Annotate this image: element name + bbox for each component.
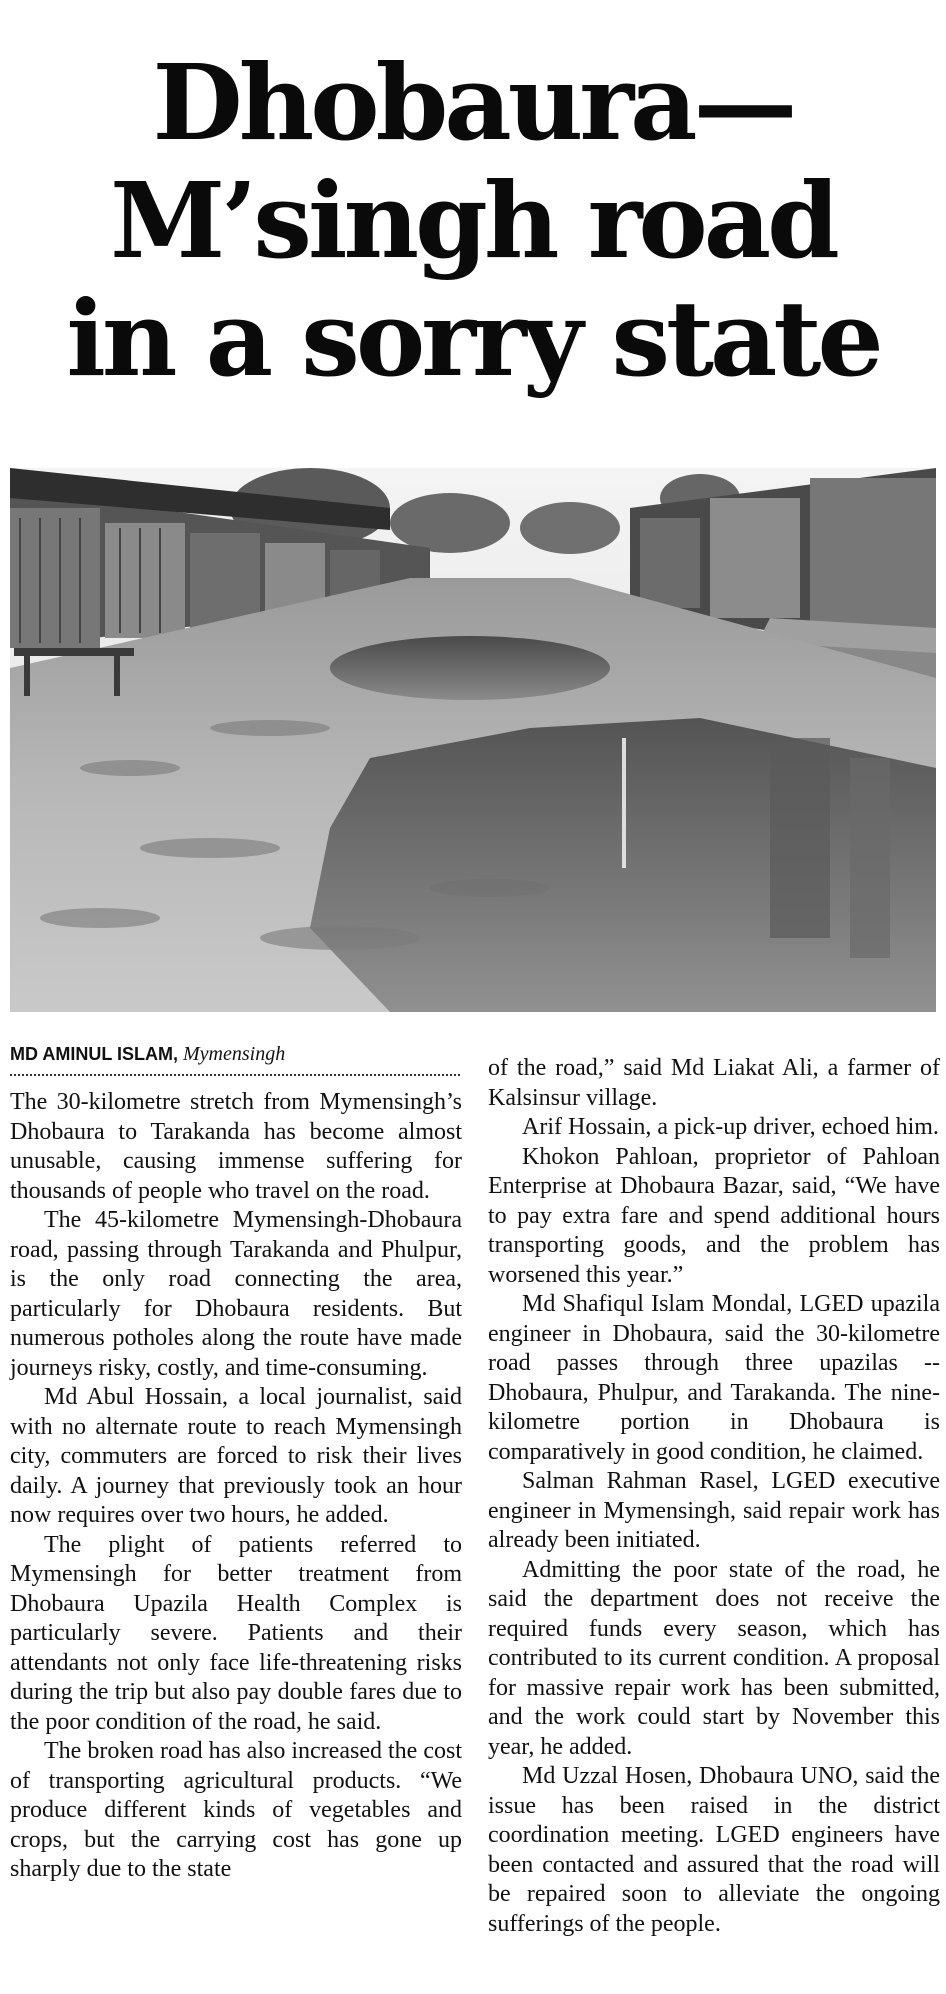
col2-paragraph: Khokon Pahloan, proprietor of Pahloan Enterprise at Dhobaura Bazar, said, “We have to pay extra fare and spend additional hours transporting goods, and the problem has worsened this year.”	[488, 1143, 940, 1288]
byline	[10, 1043, 460, 1066]
article-column-2	[488, 1054, 940, 1939]
headline-line-2: M’singh road	[110, 159, 836, 282]
col1-paragraph: The plight of patients referred to Mymensingh for better treatment from Dhobaura Upazila Health Complex is particularly severe. Patients and their attendants not only face life-threatening risks during the trip but also pay double fares due to the poor condition of the road, he said.	[10, 1531, 462, 1735]
byline-place: Mymensingh	[183, 1043, 286, 1065]
byline-divider	[10, 1074, 460, 1076]
col1-paragraph: The broken road has also increased the cost of transporting agricultural products. “We produce different kinds of vegetables and crops, but the carrying cost has gone up sharply due to the state	[10, 1738, 462, 1882]
col2-paragraph: Salman Rahman Rasel, LGED executive engineer in Mymensingh, said repair work has already been initiated.	[488, 1468, 940, 1553]
col1-paragraph: The 30-kilometre stretch from Mymensingh’s Dhobaura to Tarakanda has become almost unusable, causing immense suffering for thousands of people who travel on the road.	[10, 1089, 462, 1204]
col2-paragraph: Arif Hossain, a pick-up driver, echoed him.	[522, 1114, 939, 1140]
col2-paragraph: Md Shafiqul Islam Mondal, LGED upazila engineer in Dhobaura, said the 30-kilometre road passes through three upazilas -- Dhobaura, Phulpur, and Tarakanda. The nine-kilometre portion in Dhobaura is comparatively in good condition, he claimed.	[488, 1291, 940, 1465]
col1-paragraph: Md Abul Hossain, a local journalist, said with no alternate route to reach Mymensingh city, commuters are forced to risk their lives daily. A journey that previously took an hour now requires over two hours, he added.	[10, 1384, 462, 1528]
col1-paragraph: The 45-kilometre Mymensingh-Dhobaura road, passing through Tarakanda and Phulpur, is the only road connecting the area, particularly for Dhobaura residents. But numerous potholes along the route have made journeys risky, costly, and time-consuming.	[10, 1207, 462, 1381]
road-photo	[10, 468, 936, 1012]
byline-author: MD AMINUL ISLAM,	[10, 1044, 178, 1064]
headline-line-3: in a sorry state	[66, 277, 880, 400]
road-photo-icon	[10, 468, 936, 1012]
col2-paragraph: of the road,” said Md Liakat Ali, a farmer of Kalsinsur village.	[488, 1055, 940, 1111]
col2-paragraph: Admitting the poor state of the road, he said the department does not receive the required funds every season, which has contributed to its current condition. A proposal for massive repair work has been submitted, and the work could start by November this year, he added.	[488, 1556, 940, 1760]
headline-line-1: Dhobaura—	[152, 41, 794, 164]
headline	[0, 41, 946, 400]
col2-paragraph: Md Uzzal Hosen, Dhobaura UNO, said the issue has been raised in the district coordination meeting. LGED engineers have been contacted and assured that the road will be repaired soon to alleviate the ongoing sufferings of the people.	[488, 1763, 940, 1937]
article-column-1	[10, 1088, 462, 1885]
